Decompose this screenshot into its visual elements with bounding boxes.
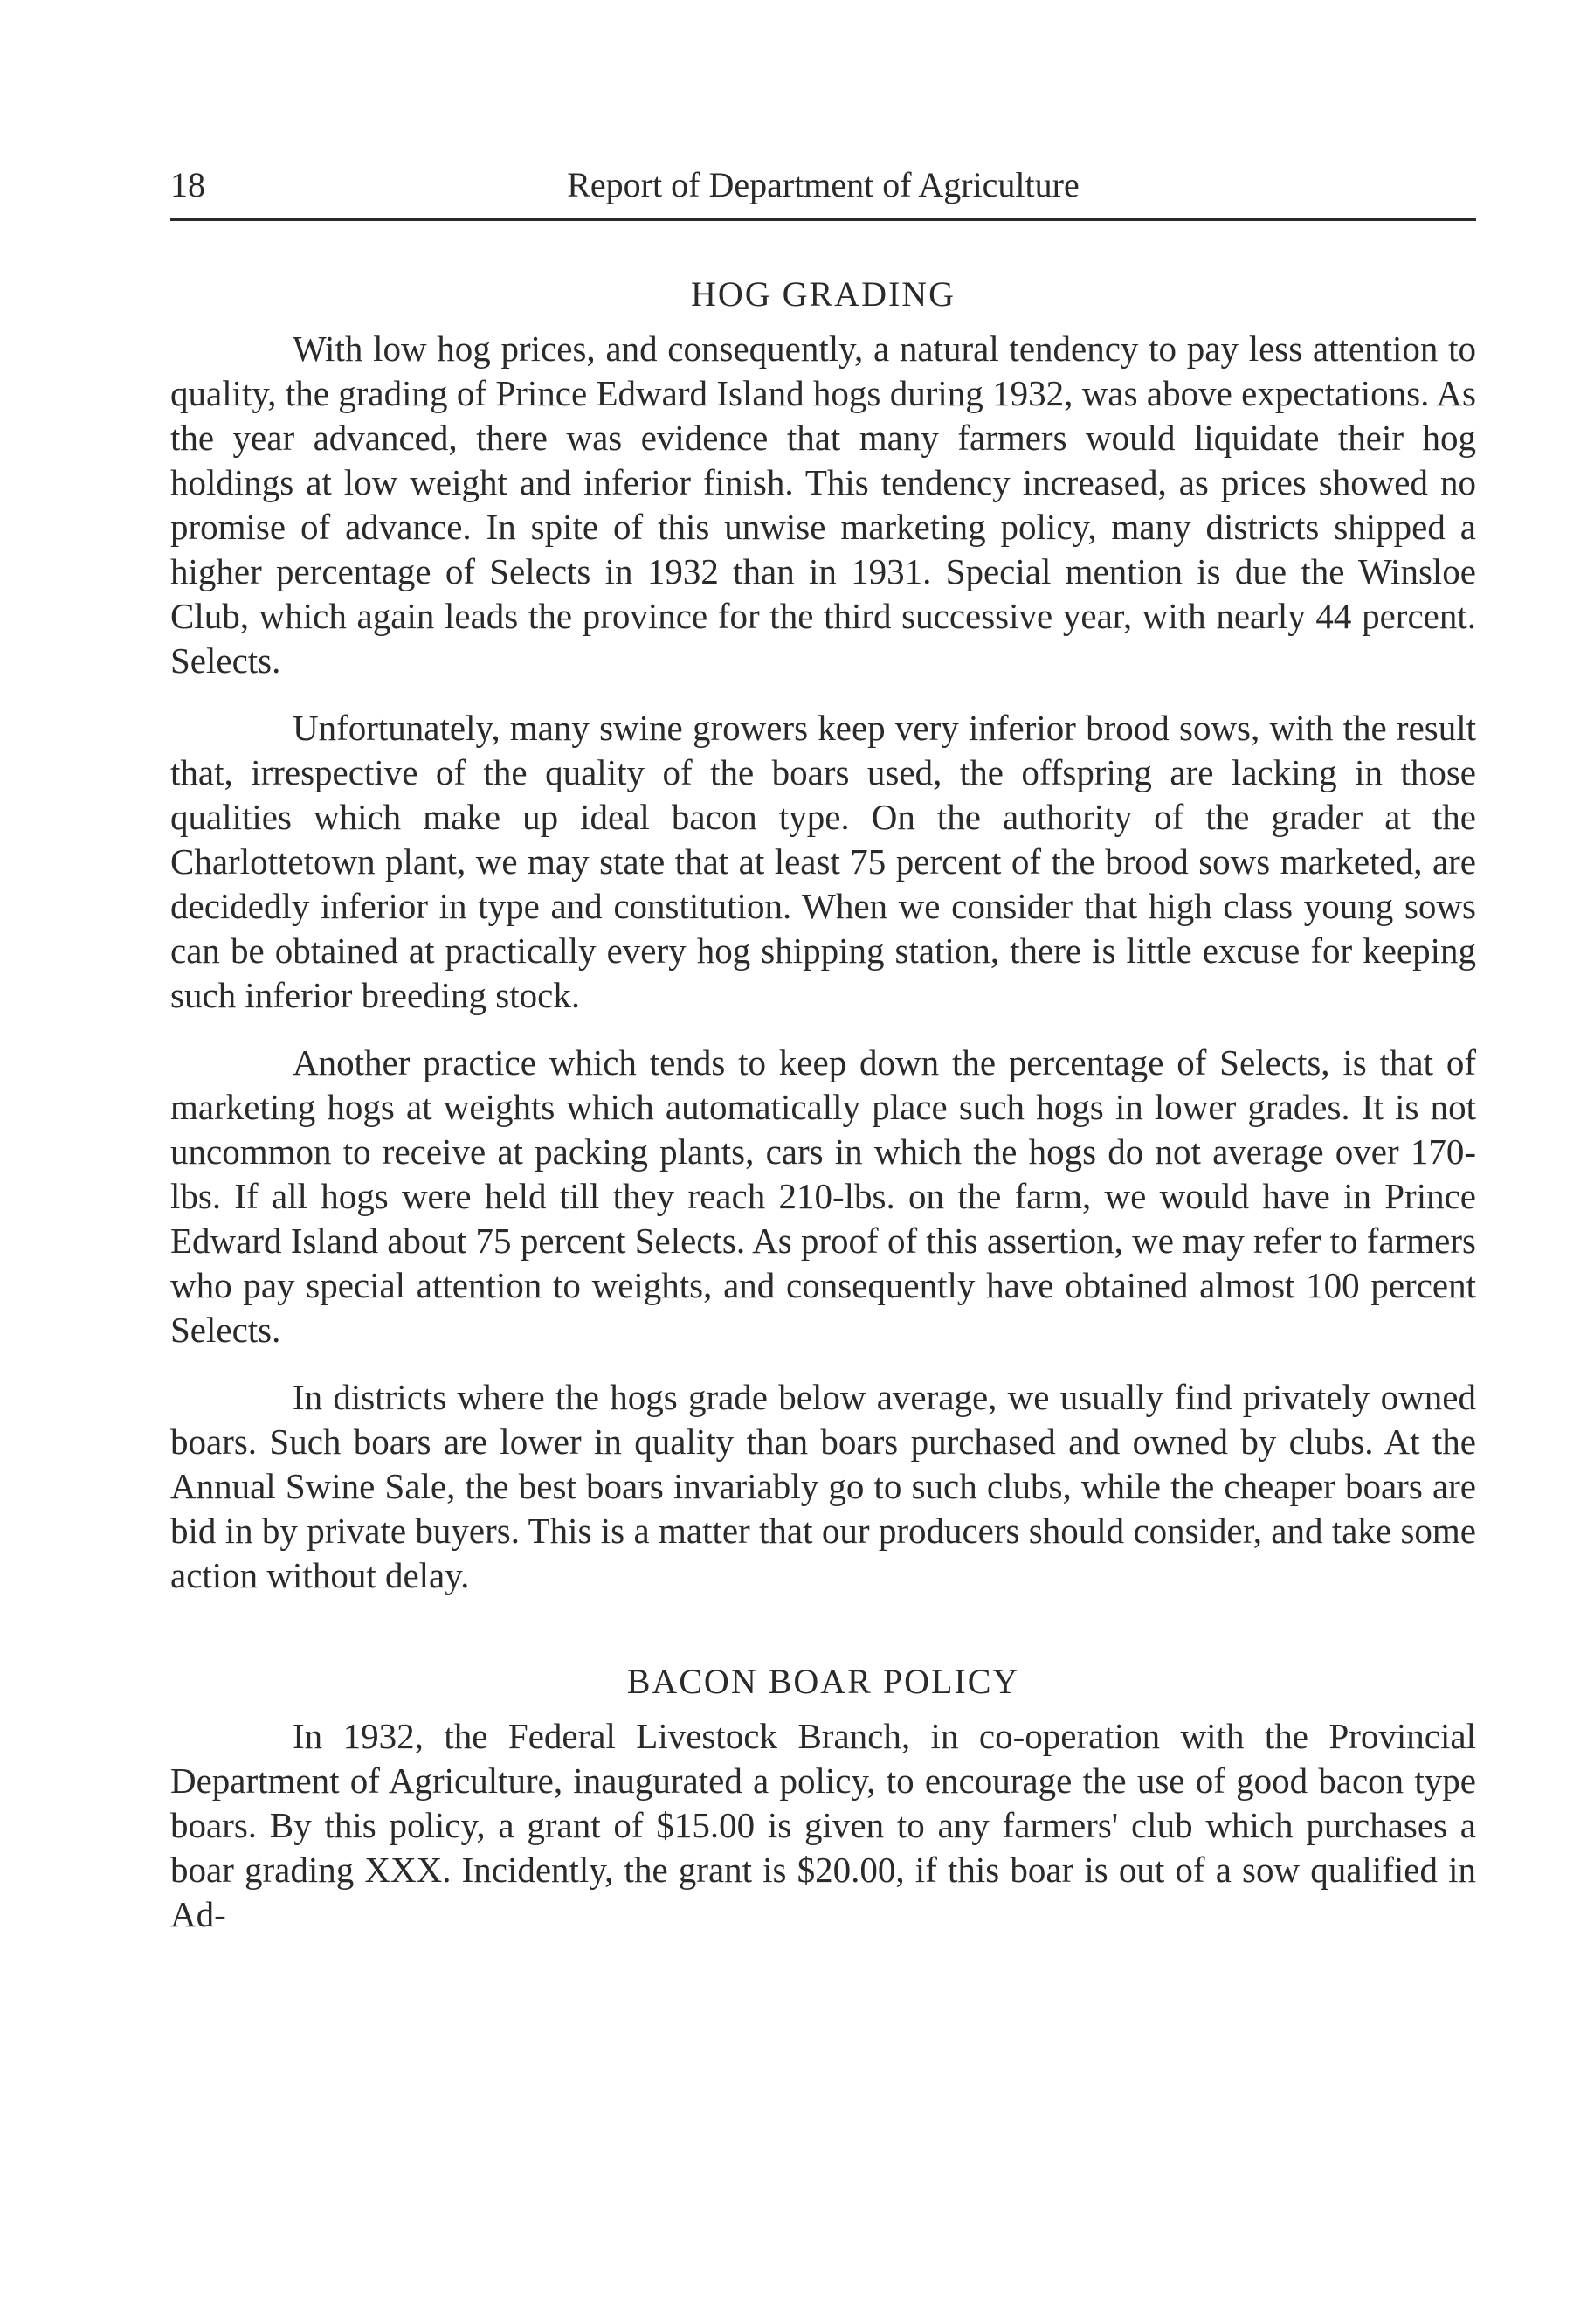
section-heading: BACON BOAR POLICY — [626, 1662, 1020, 1701]
paragraph: Another practice which tends to keep down the percentage of Selects, is that of marketing hogs at weights which automatically place such hogs in lower grades. It is not uncommon to receive at packing plants, cars in which the hogs do not average over 170-lbs. If all hogs were held till they reach 210-lbs. on the farm, we would have in Prince Edward Island about 75 percent Selects. As proof of this assertion, we may refer to farmers who pay special attention to weights, and consequently have obtained almost 100 percent Selects. — [170, 1042, 1476, 1350]
section-bacon-boar-policy — [170, 1661, 1476, 1937]
paragraph: With low hog prices, and consequently, a natural tendency to pay less attention to quality, the grading of Prince Edward Island hogs during 1932, was above expectations. As the year advanced, there was evidence that many farmers would liquidate their hog holdings at low weight and inferior finish. This tendency increased, as prices showed no promise of advance. In spite of this unwise marketing policy, many districts shipped a higher percentage of Selects in 1932 than in 1931. Special mention is due the Winsloe Club, which again leads the province for the third successive year, with nearly 44 percent. Selects. — [170, 329, 1476, 681]
section-heading: HOG GRADING — [690, 274, 956, 314]
section-hog-grading — [170, 273, 1476, 1598]
document-page — [170, 157, 1476, 1960]
paragraph: In districts where the hogs grade below average, we usually find privately owned boars. Such boars are lower in quality than boars purchased and owned by clubs. At the Annual Swine Sale, the best boars invariably go to such clubs, while the cheaper boars are bid in by private buyers. This is a matter that our producers should consider, and take some action without delay. — [170, 1377, 1476, 1595]
paragraph: In 1932, the Federal Livestock Branch, in co-operation with the Provincial Department of Agriculture, inaugurated a policy, to encourage the use of good bacon type boars. By this policy, a grant of $15.00 is given to any farmers' club which purchases a boar grading XXX. Incidently, the grant is $20.00, if this boar is out of a sow qualified in Ad- — [170, 1716, 1476, 1934]
header-rule — [170, 218, 1476, 221]
page-header — [170, 157, 1476, 213]
running-title: Report of Department of Agriculture — [567, 165, 1080, 204]
page-number: 18 — [170, 165, 205, 204]
paragraph: Unfortunately, many swine growers keep very inferior brood sows, with the result that, irrespective of the quality of the boars used, the offspring are lacking in those qualities which make up ideal bacon type. On the authority of the grader at the Charlottetown plant, we may state that at least 75 percent of the brood sows marketed, are decidedly inferior in type and constitution. When we consider that high class young sows can be obtained at practically every hog shipping station, there is little excuse for keeping such inferior breeding stock. — [170, 708, 1476, 1015]
